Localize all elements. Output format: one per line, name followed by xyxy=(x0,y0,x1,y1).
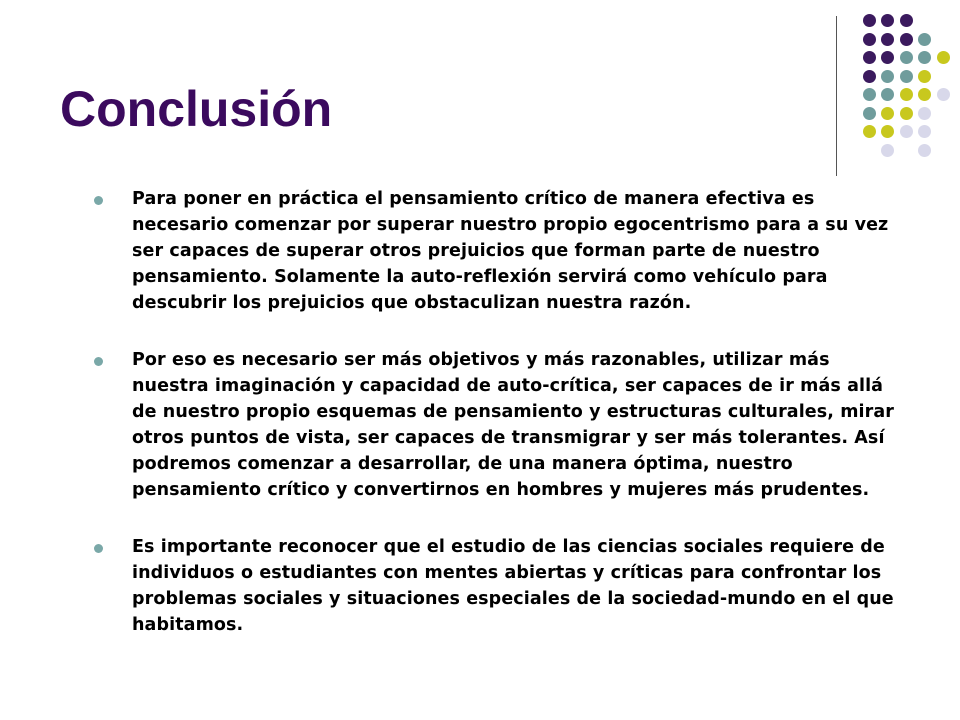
decorative-dot xyxy=(863,88,876,101)
decorative-dot xyxy=(918,144,931,157)
decorative-dot xyxy=(900,70,913,83)
bullet-text: Es importante reconocer que el estudio de las ciencias sociales requiere de individuos o estudiantes con mentes abiertas y críticas para confrontar los problemas sociales y situaciones especiales de la sociedad-mundo en el que habitamos. xyxy=(132,537,894,635)
decorative-dot xyxy=(881,107,894,120)
decorative-dot xyxy=(900,14,913,27)
decorative-dot xyxy=(937,51,950,64)
decorative-dot xyxy=(918,51,931,64)
bullet-item xyxy=(92,347,912,503)
decorative-dot xyxy=(863,51,876,64)
bullet-list xyxy=(92,186,912,669)
decorative-dot xyxy=(881,51,894,64)
decorative-dot xyxy=(900,88,913,101)
decorative-dot xyxy=(863,33,876,46)
decorative-divider xyxy=(836,16,837,176)
decorative-dot xyxy=(881,33,894,46)
slide-title: Conclusión xyxy=(60,81,333,137)
bullet-icon xyxy=(94,196,103,205)
bullet-icon xyxy=(94,544,103,553)
decorative-dot xyxy=(863,107,876,120)
decorative-dot xyxy=(881,88,894,101)
decorative-dot xyxy=(900,125,913,138)
decorative-dot xyxy=(881,70,894,83)
decorative-dot xyxy=(863,70,876,83)
decorative-dot xyxy=(937,88,950,101)
decorative-dot xyxy=(900,107,913,120)
decorative-dot xyxy=(863,14,876,27)
bullet-item xyxy=(92,186,912,316)
decorative-dot xyxy=(918,33,931,46)
bullet-icon xyxy=(94,357,103,366)
decorative-dot xyxy=(918,70,931,83)
decorative-dot xyxy=(918,125,931,138)
decorative-dot xyxy=(881,125,894,138)
decorative-dot xyxy=(900,51,913,64)
decorative-dot xyxy=(900,33,913,46)
bullet-item xyxy=(92,534,912,638)
bullet-text: Para poner en práctica el pensamiento crítico de manera efectiva es necesario comenzar por superar nuestro propio egocentrismo para a su vez ser capaces de superar otros prejuicios que forman parte de nuestro pensamiento. Solamente la auto-reflexión servirá como vehículo para descubrir los prejuicios que obstaculizan nuestra razón. xyxy=(132,189,889,313)
decorative-dot xyxy=(918,107,931,120)
decorative-dot xyxy=(918,88,931,101)
decorative-dot xyxy=(863,125,876,138)
decorative-dot-pattern xyxy=(848,10,948,160)
decorative-dot xyxy=(881,144,894,157)
decorative-dot xyxy=(881,14,894,27)
bullet-text: Por eso es necesario ser más objetivos y más razonables, utilizar más nuestra imaginación y capacidad de auto-crítica, ser capaces de ir más allá de nuestro propio esquemas de pensamiento y estructuras culturales, mirar otros puntos de vista, ser capaces de transmigrar y ser más tolerantes. Así podremos comenzar a desarrollar, de una manera óptima, nuestro pensamiento crítico y convertirnos en hombres y mujeres más prudentes. xyxy=(132,350,895,500)
